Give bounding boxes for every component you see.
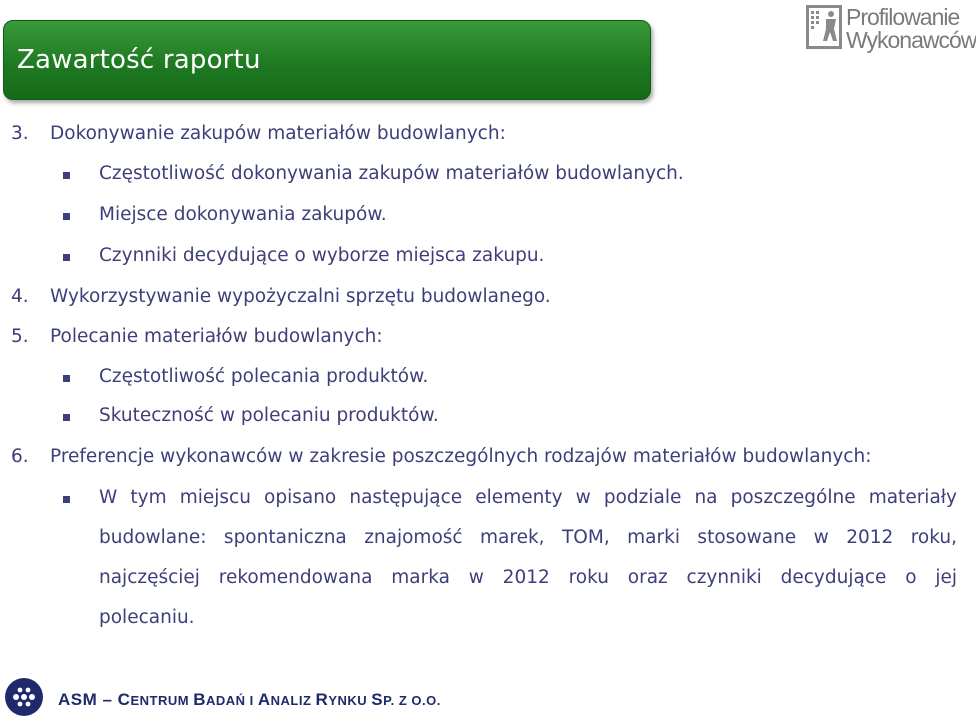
logo-text-line1: Profilowanie: [846, 4, 960, 30]
square-bullet-icon: [63, 496, 70, 503]
section-heading: Wykorzystywanie wypożyczalni sprzętu budowlanego.: [50, 286, 551, 307]
list-item-text: Miejsce dokonywania zakupów.: [99, 204, 387, 225]
square-bullet-icon: [63, 414, 70, 421]
list-item-text: Częstotliwość polecania produktów.: [99, 366, 429, 387]
square-bullet-icon: [63, 375, 70, 382]
square-bullet-icon: [63, 172, 70, 179]
page-title: Zawartość raportu: [17, 45, 261, 75]
list-item-text: Skuteczność w polecaniu produktów.: [99, 405, 439, 426]
list-item-text-line: polecaniu.: [99, 607, 195, 628]
section-number: 5.: [11, 326, 29, 347]
list-item-text-line: W tym miejscu opisano następujące elementy w podziale na poszczególne materiały: [99, 487, 957, 508]
section-number: 3.: [11, 123, 29, 144]
asm-logo-icon: [4, 677, 44, 717]
list-item-text: Częstotliwość dokonywania zakupów materiałów budowlanych.: [99, 163, 684, 184]
section-heading: Preferencje wykonawców w zakresie poszczególnych rodzajów materiałów budowlanych:: [50, 446, 872, 467]
logo-text-line2: Wykonawców: [846, 27, 976, 53]
square-bullet-icon: [63, 213, 70, 220]
square-bullet-icon: [63, 254, 70, 261]
list-item-text-line: najczęściej rekomendowana marka w 2012 roku oraz czynniki decydujące o jej: [99, 567, 957, 588]
section-heading: Polecanie materiałów budowlanych:: [50, 326, 383, 347]
footer-company-name: ASM – CENTRUM BADAŃ I ANALIZ RYNKU SP. Z O.O.: [58, 690, 441, 709]
section-heading: Dokonywanie zakupów materiałów budowlanych:: [50, 123, 506, 144]
list-item-text: Czynniki decydujące o wyborze miejsca zakupu.: [99, 245, 545, 266]
list-item-text-line: budowlane: spontaniczna znajomość marek, TOM, marki stosowane w 2012 roku,: [99, 527, 957, 548]
section-number: 4.: [11, 286, 29, 307]
section-number: 6.: [11, 446, 29, 467]
